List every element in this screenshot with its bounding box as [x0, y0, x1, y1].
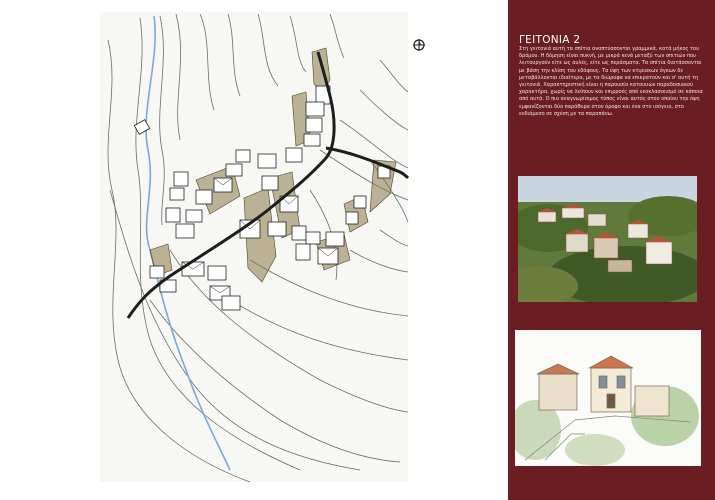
neighborhood-description: Στη γειτονιά αυτή τα σπίτια αναπτύσσονται γραμμικά, κατά μήκος του δρόμου. Η δόμηση είναι πυκνή, με μικρά κενά μεταξύ των σπιτιών που λειτουργούν είτε ως αυλές, είτε ως περάσματα. Τα σπίτια διατάσσονται με βάση την κλίση του εδάφους. Τα ύψη των κτιριακών όγκων δε μεταβάλλονται ιδιαίτερα, με τα διώροφα να επικρατούν και σ' αυτή τη γειτονιά. Χαρακτηριστική είναι η παρουσία κατοικιών παραδοσιακού χαρακτήρα, χωρίς να λείπουν και επιρροές από νεοκλασικισμό σε κάποια από αυτά. Ο πιο αναγνωρίσιμος τύπος είναι αυτός στου οποίου την όψη εμφανίζονται δύο παράθυρα στον όροφο και ένα στο ισόγειο, στο ενδιάμεσο σε σχέση με τα παραπάνω. [519, 46, 703, 117]
village-photo [518, 176, 697, 302]
stream-line [146, 16, 230, 470]
north-arrow-icon [413, 39, 425, 51]
watercolor-sketch [515, 330, 701, 466]
neighborhood-title: ΓΕΙΤΟΝΙΑ 2 [519, 34, 581, 46]
